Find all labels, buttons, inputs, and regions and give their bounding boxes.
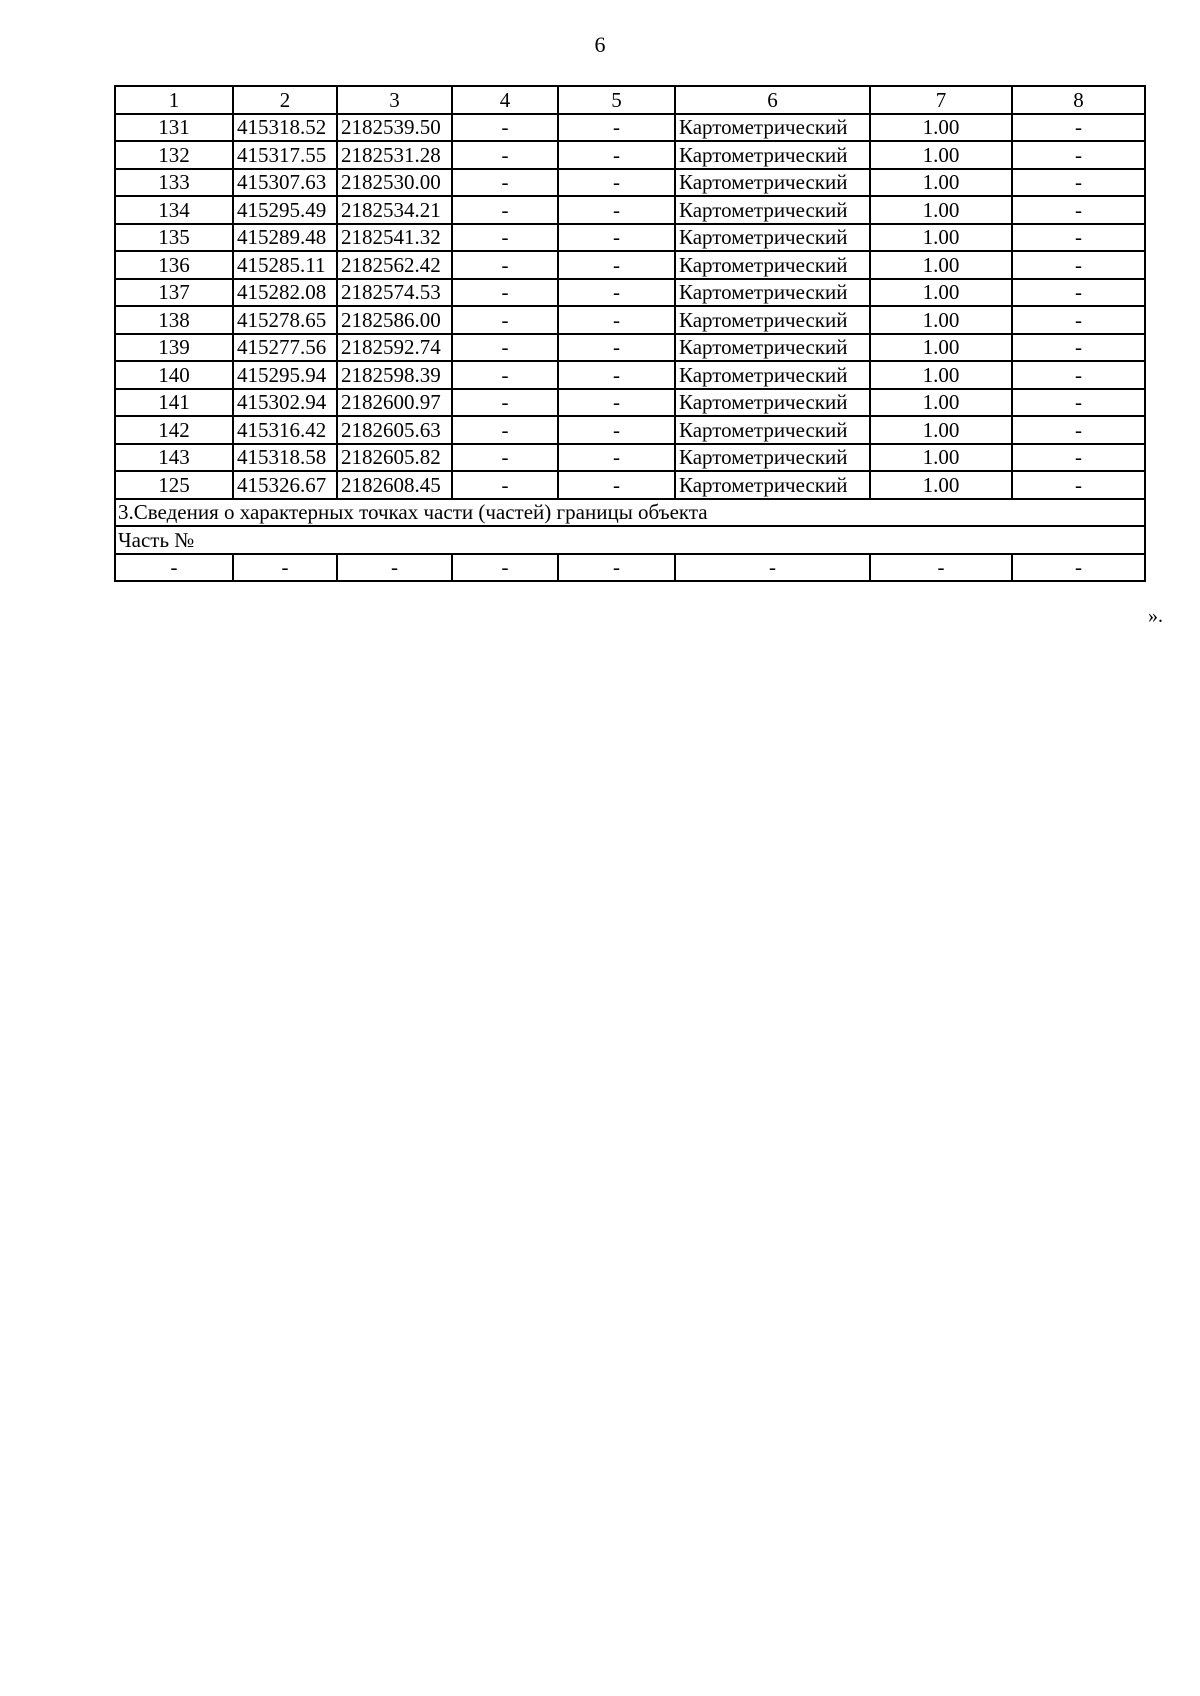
table-cell: 138 bbox=[115, 306, 233, 334]
table-cell: 1.00 bbox=[870, 471, 1012, 499]
table-cell: - bbox=[558, 389, 675, 417]
table-cell: - bbox=[1012, 554, 1145, 582]
header-cell: 3 bbox=[337, 86, 452, 114]
table-cell: - bbox=[452, 196, 558, 224]
table-cell: 132 bbox=[115, 141, 233, 169]
table-row bbox=[115, 279, 1145, 307]
table-cell: 2182605.63 bbox=[337, 416, 452, 444]
table-cell: 415307.63 bbox=[233, 169, 337, 197]
table-cell: - bbox=[452, 169, 558, 197]
table-cell: 415326.67 bbox=[233, 471, 337, 499]
table-cell: - bbox=[1012, 334, 1145, 362]
table-cell: 142 bbox=[115, 416, 233, 444]
table-cell: Картометрический bbox=[675, 416, 870, 444]
table-cell: 1.00 bbox=[870, 444, 1012, 472]
table-cell: Картометрический bbox=[675, 196, 870, 224]
table-cell: Картометрический bbox=[675, 169, 870, 197]
table-cell: 2182598.39 bbox=[337, 361, 452, 389]
table-cell: 133 bbox=[115, 169, 233, 197]
table-row bbox=[115, 224, 1145, 252]
table-cell: 2182539.50 bbox=[337, 114, 452, 142]
coordinates-table bbox=[114, 85, 1146, 582]
table-cell: - bbox=[675, 554, 870, 582]
table-cell: Картометрический bbox=[675, 224, 870, 252]
header-cell: 2 bbox=[233, 86, 337, 114]
table-cell: 2182562.42 bbox=[337, 251, 452, 279]
table-cell: - bbox=[558, 251, 675, 279]
table-cell: - bbox=[1012, 251, 1145, 279]
table-cell: - bbox=[558, 334, 675, 362]
table-cell: 1.00 bbox=[870, 251, 1012, 279]
table-cell: - bbox=[1012, 306, 1145, 334]
table-cell: Картометрический bbox=[675, 279, 870, 307]
table-row bbox=[115, 141, 1145, 169]
table-cell: Картометрический bbox=[675, 361, 870, 389]
table-cell: 1.00 bbox=[870, 169, 1012, 197]
table-cell: - bbox=[452, 224, 558, 252]
table-cell: 2182530.00 bbox=[337, 169, 452, 197]
table-cell: 137 bbox=[115, 279, 233, 307]
table-cell: 1.00 bbox=[870, 361, 1012, 389]
table-cell: 140 bbox=[115, 361, 233, 389]
closing-quote-mark: ». bbox=[1148, 605, 1163, 627]
table-row bbox=[115, 169, 1145, 197]
table-cell: 2182600.97 bbox=[337, 389, 452, 417]
table-cell: - bbox=[452, 334, 558, 362]
table-cell: Картометрический bbox=[675, 306, 870, 334]
table-cell: 2182534.21 bbox=[337, 196, 452, 224]
table-cell: 1.00 bbox=[870, 196, 1012, 224]
table-cell: - bbox=[1012, 224, 1145, 252]
table-row bbox=[115, 114, 1145, 142]
table-cell: 415289.48 bbox=[233, 224, 337, 252]
table-cell: 415295.49 bbox=[233, 196, 337, 224]
table-row bbox=[115, 196, 1145, 224]
table-cell: 141 bbox=[115, 389, 233, 417]
table-cell: 1.00 bbox=[870, 224, 1012, 252]
table-cell: - bbox=[1012, 114, 1145, 142]
table-cell: 2182592.74 bbox=[337, 334, 452, 362]
header-cell: 4 bbox=[452, 86, 558, 114]
table-cell: 1.00 bbox=[870, 279, 1012, 307]
table-cell: - bbox=[452, 114, 558, 142]
table-cell: Картометрический bbox=[675, 141, 870, 169]
table-row bbox=[115, 334, 1145, 362]
table-cell: 415285.11 bbox=[233, 251, 337, 279]
table-cell: - bbox=[1012, 416, 1145, 444]
table-cell: - bbox=[452, 251, 558, 279]
table-row bbox=[115, 251, 1145, 279]
table-cell: 135 bbox=[115, 224, 233, 252]
table-cell: - bbox=[1012, 196, 1145, 224]
table-cell: - bbox=[558, 361, 675, 389]
table-cell: - bbox=[558, 554, 675, 582]
table-cell: - bbox=[558, 224, 675, 252]
table-cell: - bbox=[452, 416, 558, 444]
table-cell: 1.00 bbox=[870, 389, 1012, 417]
table-cell: - bbox=[1012, 444, 1145, 472]
table-cell: - bbox=[452, 471, 558, 499]
table-cell: 415277.56 bbox=[233, 334, 337, 362]
header-cell: 5 bbox=[558, 86, 675, 114]
table-cell: - bbox=[452, 141, 558, 169]
table-cell: Картометрический bbox=[675, 251, 870, 279]
part-label: Часть № bbox=[115, 526, 1145, 554]
section-title-row bbox=[115, 499, 1145, 527]
table-row bbox=[115, 389, 1145, 417]
table-cell: - bbox=[870, 554, 1012, 582]
table-cell: Картометрический bbox=[675, 471, 870, 499]
table-cell: Картометрический bbox=[675, 114, 870, 142]
table-body bbox=[115, 86, 1145, 581]
table-cell: - bbox=[1012, 279, 1145, 307]
part-label-row bbox=[115, 526, 1145, 554]
table-cell: - bbox=[558, 141, 675, 169]
table-cell: - bbox=[558, 169, 675, 197]
header-cell: 7 bbox=[870, 86, 1012, 114]
table-cell: - bbox=[115, 554, 233, 582]
table-cell: - bbox=[452, 389, 558, 417]
empty-part-row bbox=[115, 554, 1145, 582]
table-cell: 2182574.53 bbox=[337, 279, 452, 307]
table-cell: - bbox=[558, 306, 675, 334]
table-cell: - bbox=[1012, 389, 1145, 417]
table-cell: 1.00 bbox=[870, 141, 1012, 169]
table-row bbox=[115, 306, 1145, 334]
table-cell: 134 bbox=[115, 196, 233, 224]
table-cell: - bbox=[1012, 361, 1145, 389]
table-row bbox=[115, 416, 1145, 444]
table-cell: - bbox=[558, 114, 675, 142]
header-cell: 6 bbox=[675, 86, 870, 114]
table-row bbox=[115, 444, 1145, 472]
table-cell: 2182605.82 bbox=[337, 444, 452, 472]
table-cell: 2182541.32 bbox=[337, 224, 452, 252]
table-cell: 415295.94 bbox=[233, 361, 337, 389]
table-cell: - bbox=[1012, 471, 1145, 499]
table-cell: - bbox=[1012, 169, 1145, 197]
table-cell: - bbox=[452, 306, 558, 334]
coordinates-table-wrapper bbox=[114, 85, 1146, 582]
table-cell: - bbox=[452, 361, 558, 389]
table-row bbox=[115, 361, 1145, 389]
table-cell: - bbox=[558, 444, 675, 472]
table-cell: 415282.08 bbox=[233, 279, 337, 307]
table-cell: 1.00 bbox=[870, 306, 1012, 334]
table-cell: - bbox=[233, 554, 337, 582]
table-cell: 415302.94 bbox=[233, 389, 337, 417]
table-cell: 2182531.28 bbox=[337, 141, 452, 169]
table-cell: 136 bbox=[115, 251, 233, 279]
table-cell: Картометрический bbox=[675, 334, 870, 362]
table-cell: - bbox=[452, 444, 558, 472]
table-cell: 415318.58 bbox=[233, 444, 337, 472]
header-cell: 1 bbox=[115, 86, 233, 114]
table-cell: 131 bbox=[115, 114, 233, 142]
table-cell: - bbox=[1012, 141, 1145, 169]
table-cell: Картометрический bbox=[675, 389, 870, 417]
table-cell: 1.00 bbox=[870, 334, 1012, 362]
table-cell: Картометрический bbox=[675, 444, 870, 472]
page-number: 6 bbox=[594, 32, 606, 57]
table-cell: 2182608.45 bbox=[337, 471, 452, 499]
table-cell: 415318.52 bbox=[233, 114, 337, 142]
table-cell: - bbox=[558, 471, 675, 499]
table-cell: - bbox=[558, 196, 675, 224]
section-title: 3.Сведения о характерных точках части (частей) границы объекта bbox=[115, 499, 1145, 527]
header-row bbox=[115, 86, 1145, 114]
table-cell: 415316.42 bbox=[233, 416, 337, 444]
table-cell: 125 bbox=[115, 471, 233, 499]
table-cell: 1.00 bbox=[870, 416, 1012, 444]
table-cell: 1.00 bbox=[870, 114, 1012, 142]
table-cell: - bbox=[558, 279, 675, 307]
table-cell: 415317.55 bbox=[233, 141, 337, 169]
table-cell: - bbox=[452, 554, 558, 582]
table-cell: - bbox=[337, 554, 452, 582]
table-row bbox=[115, 471, 1145, 499]
table-cell: - bbox=[452, 279, 558, 307]
table-cell: 143 bbox=[115, 444, 233, 472]
table-cell: 139 bbox=[115, 334, 233, 362]
table-cell: - bbox=[558, 416, 675, 444]
header-cell: 8 bbox=[1012, 86, 1145, 114]
table-cell: 2182586.00 bbox=[337, 306, 452, 334]
table-cell: 415278.65 bbox=[233, 306, 337, 334]
